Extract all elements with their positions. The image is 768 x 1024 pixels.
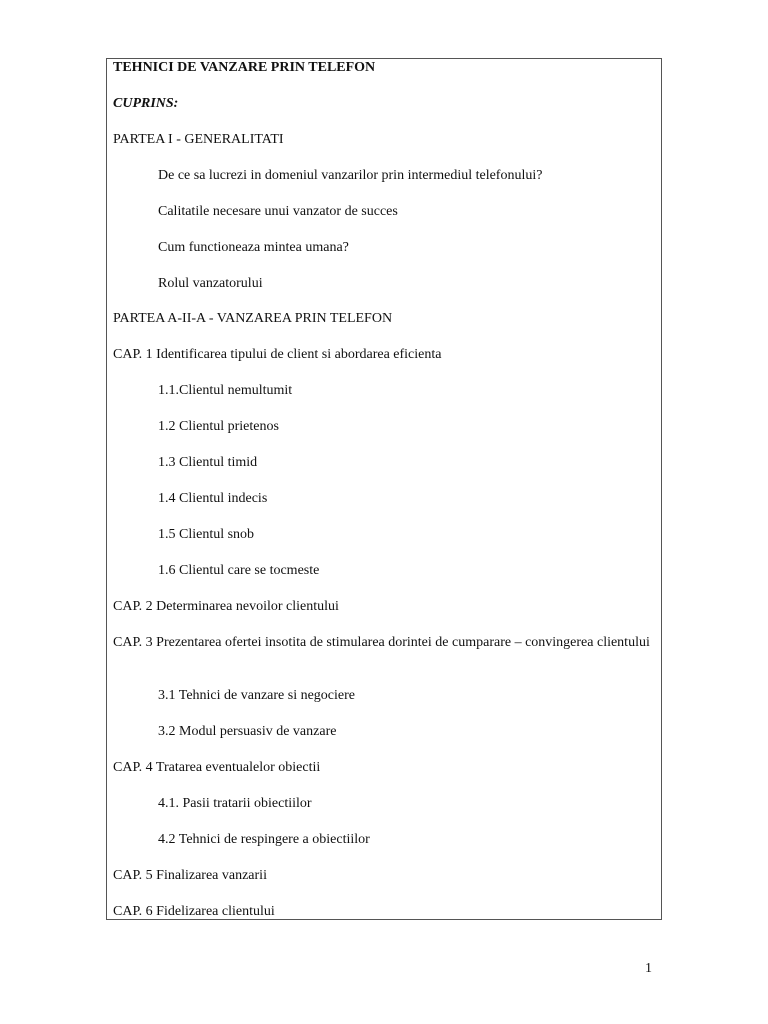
toc-chapter-6: CAP. 6 Fidelizarea clientului <box>113 904 275 919</box>
toc-item: De ce sa lucrezi in domeniul vanzarilor prin intermediul telefonului? <box>158 168 543 183</box>
toc-item: 3.1 Tehnici de vanzare si negociere <box>158 688 356 703</box>
toc-part-1: PARTEA I - GENERALITATI <box>113 132 284 147</box>
toc-heading: CUPRINS: <box>113 96 179 111</box>
toc-chapter-1: CAP. 1 Identificarea tipului de client si abordarea eficienta <box>113 347 442 362</box>
toc-item: Cum functioneaza mintea umana? <box>158 240 349 255</box>
toc-item: Rolul vanzatorului <box>158 276 263 291</box>
toc-item: 1.5 Clientul snob <box>158 527 255 542</box>
toc-item: 4.2 Tehnici de respingere a obiectiilor <box>158 832 370 847</box>
toc-item: Calitatile necesare unui vanzator de succes <box>158 204 398 219</box>
toc-part-2: PARTEA A-II-A - VANZAREA PRIN TELEFON <box>113 311 393 326</box>
page-number: 1 <box>645 961 652 976</box>
toc-chapter-5: CAP. 5 Finalizarea vanzarii <box>113 868 267 883</box>
toc-chapter-2: CAP. 2 Determinarea nevoilor clientului <box>113 599 339 614</box>
document-title: TEHNICI DE VANZARE PRIN TELEFON <box>113 60 376 75</box>
toc-item: 1.6 Clientul care se tocmeste <box>158 563 320 578</box>
toc-item: 4.1. Pasii tratarii obiectiilor <box>158 796 312 811</box>
toc-item: 1.1.Clientul nemultumit <box>158 383 293 398</box>
content-frame <box>106 58 662 920</box>
toc-item: 1.3 Clientul timid <box>158 455 258 470</box>
toc-item: 1.4 Clientul indecis <box>158 491 268 506</box>
toc-item: 1.2 Clientul prietenos <box>158 419 279 434</box>
toc-item: 3.2 Modul persuasiv de vanzare <box>158 724 337 739</box>
toc-chapter-3: CAP. 3 Prezentarea ofertei insotita de stimularea dorintei de cumparare – convingerea clientului <box>113 635 650 650</box>
toc-chapter-4: CAP. 4 Tratarea eventualelor obiectii <box>113 760 321 775</box>
